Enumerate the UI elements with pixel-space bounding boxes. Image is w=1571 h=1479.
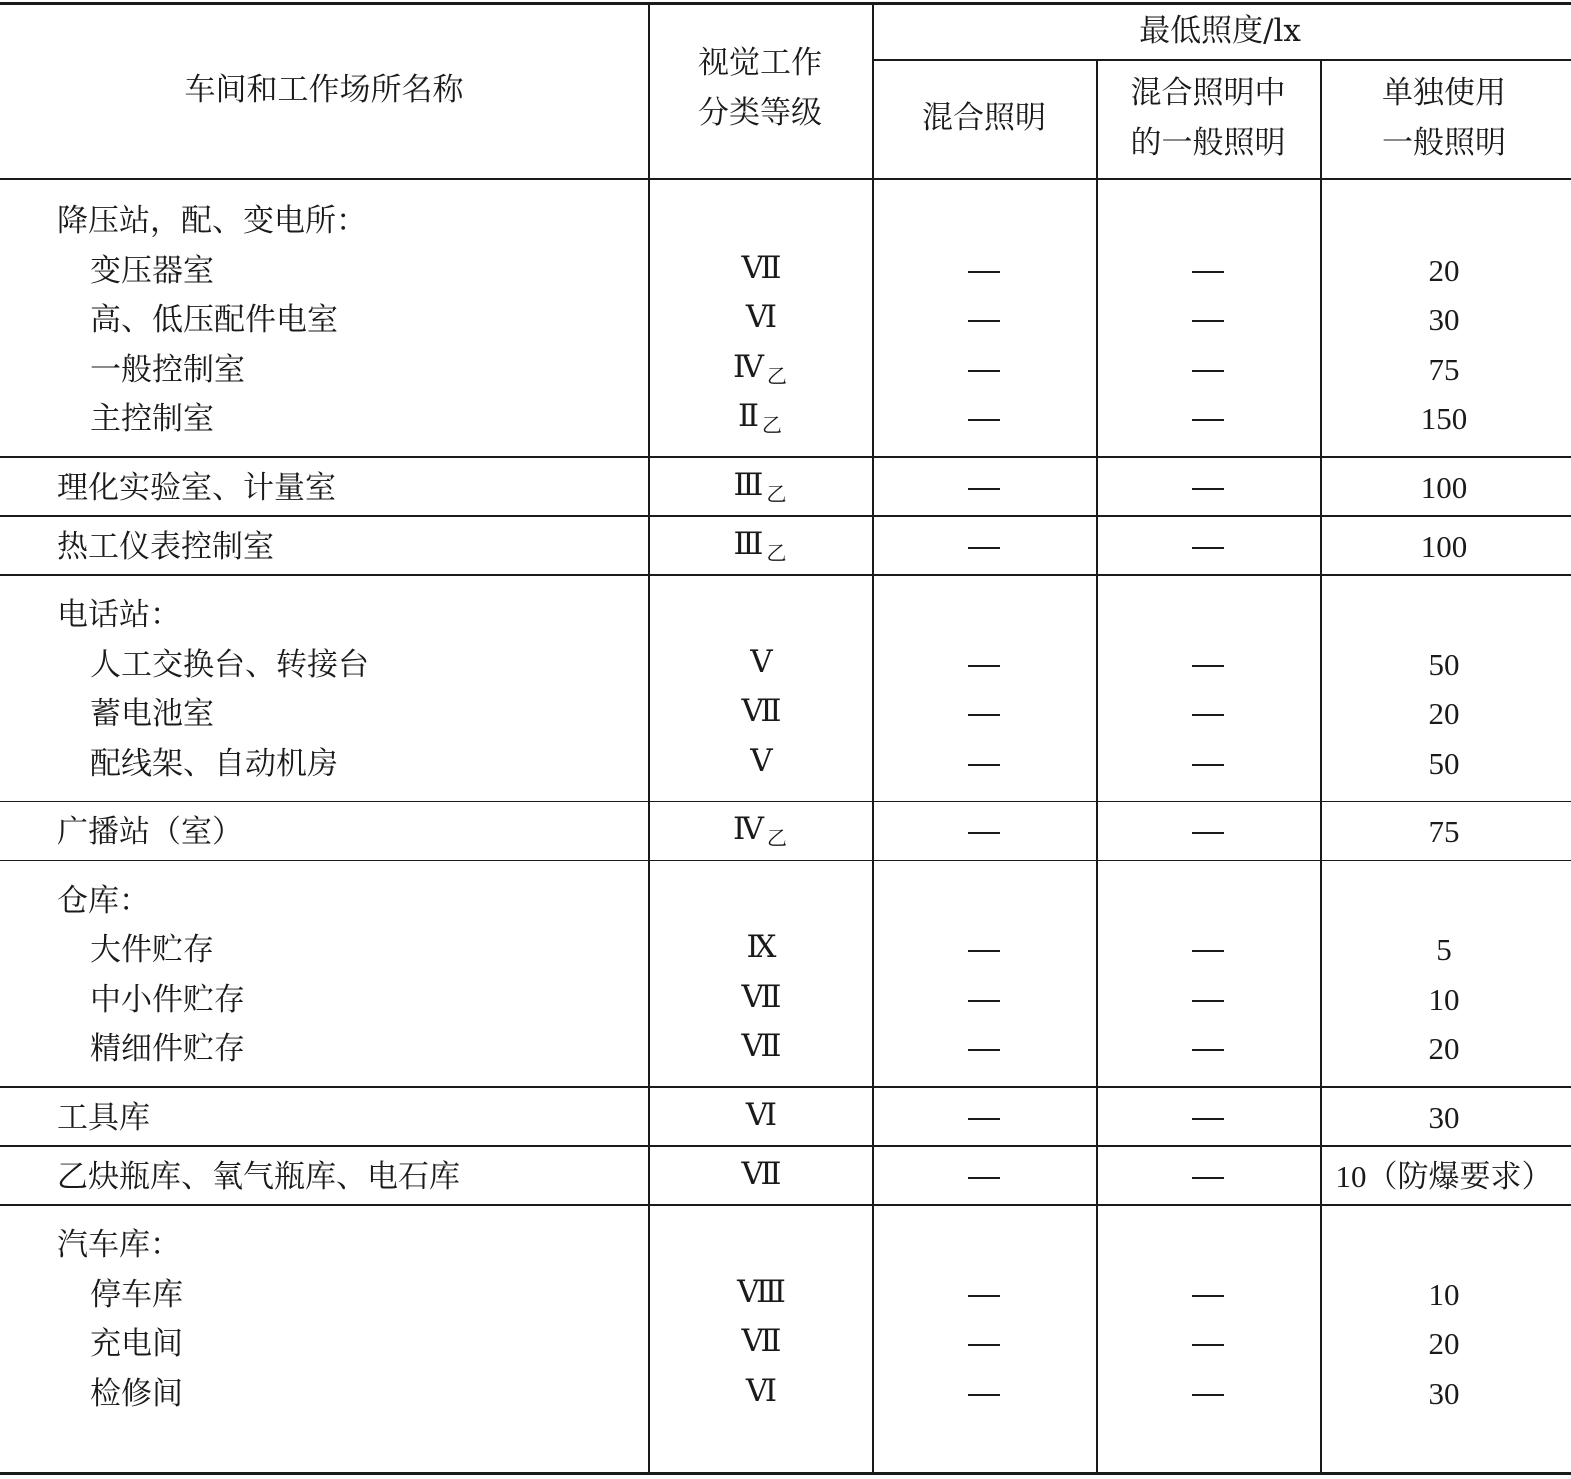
grade-numeral: Ⅳ: [733, 348, 761, 384]
header-name: 车间和工作场所名称: [184, 72, 464, 108]
group-divider: [0, 1145, 1571, 1147]
group-divider: [0, 574, 1571, 576]
mixed-value-dash: [968, 764, 1000, 766]
table-top-rule: [0, 2, 1571, 5]
header-grade-line2: 分类等级: [698, 95, 822, 131]
grade-value: [747, 930, 774, 964]
general-value: 20: [1428, 1326, 1460, 1361]
grade-value: [750, 645, 769, 679]
mixed-value-dash: [968, 1344, 1000, 1346]
header-general-only-line2: 一般照明: [1382, 125, 1506, 161]
mixed-value-dash: [968, 665, 1000, 667]
grade-value: [741, 980, 778, 1014]
grade-value: [750, 744, 769, 778]
grade-numeral: Ⅷ: [737, 1273, 783, 1309]
header-grade-line1: 视觉工作: [698, 45, 822, 81]
group-title: 降压站，配、变电所：: [57, 203, 367, 239]
general-in-mixed-dash: [1192, 832, 1224, 834]
header-mixed: 混合照明: [922, 100, 1046, 136]
row-name: 大件贮存: [90, 932, 214, 968]
general-in-mixed-dash: [1192, 370, 1224, 372]
grade-value: [741, 1157, 778, 1191]
general-value: 10: [1428, 981, 1460, 1017]
grade-numeral: Ⅶ: [741, 1028, 779, 1063]
grade-value: [741, 251, 778, 285]
group-title: 汽车库：: [57, 1227, 181, 1263]
grade-numeral: Ⅵ: [745, 1096, 775, 1132]
general-in-mixed-dash: [1192, 271, 1224, 273]
header-general-only-line1: 单独使用: [1382, 75, 1506, 111]
group-divider: [0, 1086, 1571, 1088]
general-value: 100: [1420, 469, 1468, 505]
general-value: 20: [1428, 252, 1460, 288]
general-in-mixed-dash: [1192, 1049, 1224, 1051]
general-value: 75: [1428, 814, 1460, 849]
grade-value: [746, 1098, 774, 1132]
mixed-value-dash: [968, 547, 1000, 549]
grade-numeral: Ⅶ: [741, 1323, 779, 1358]
row-name: 高、低压配件电室: [90, 302, 338, 338]
mixed-value-dash: [968, 488, 1000, 490]
general-value: 30: [1428, 302, 1460, 337]
general-value: 30: [1428, 1375, 1460, 1411]
general-value: 100: [1420, 528, 1468, 564]
mixed-value-dash: [968, 1177, 1000, 1179]
row-name: 变压器室: [90, 252, 214, 289]
grade-value: [738, 399, 782, 442]
group-divider: [0, 456, 1571, 458]
grade-subscript: 乙: [766, 481, 787, 506]
grade-numeral: Ⅶ: [741, 978, 779, 1014]
general-in-mixed-dash: [1192, 950, 1224, 952]
row-name: 停车库: [90, 1276, 183, 1313]
grade-numeral: Ⅶ: [741, 249, 779, 285]
general-in-mixed-dash: [1192, 665, 1224, 667]
grade-value: [734, 527, 787, 570]
general-in-mixed-dash: [1192, 1177, 1224, 1179]
row-name: 一般控制室: [90, 351, 245, 388]
group-divider: [0, 801, 1571, 803]
grade-numeral: Ⅳ: [733, 811, 761, 846]
grade-numeral: Ⅴ: [750, 742, 770, 778]
grade-value: [741, 694, 778, 728]
grade-numeral: Ⅵ: [745, 299, 775, 334]
general-in-mixed-dash: [1192, 547, 1224, 549]
general-in-mixed-dash: [1192, 1295, 1224, 1297]
general-value: 30: [1428, 1099, 1460, 1135]
grade-numeral: Ⅱ: [737, 398, 757, 433]
row-name: 中小件贮存: [90, 981, 245, 1018]
group-divider: [0, 860, 1571, 862]
header-illuminance: 最低照度/lx: [1139, 13, 1301, 49]
general-in-mixed-dash: [1192, 764, 1224, 766]
grade-value: [733, 350, 787, 393]
col-divider-3: [1096, 60, 1098, 1475]
grade-numeral: Ⅲ: [733, 466, 761, 502]
subheader-rule: [872, 59, 1571, 61]
row-name: 精细件贮存: [90, 1031, 245, 1067]
grade-numeral: Ⅴ: [750, 643, 770, 679]
grade-value: [734, 468, 787, 511]
grade-subscript: 乙: [762, 413, 783, 437]
col-divider-1: [648, 2, 650, 1475]
row-name: 工具库: [57, 1099, 150, 1136]
group-divider: [0, 1204, 1571, 1206]
grade-value: [737, 1275, 783, 1309]
table-bottom-rule: [0, 1472, 1571, 1475]
general-in-mixed-dash: [1192, 1394, 1224, 1396]
mixed-value-dash: [968, 1295, 1000, 1297]
grade-numeral: Ⅲ: [733, 525, 761, 561]
row-name: 主控制室: [90, 401, 214, 437]
mixed-value-dash: [968, 1000, 1000, 1002]
grade-value: [733, 812, 787, 855]
row-name: 配线架、自动机房: [90, 745, 338, 782]
general-value: 150: [1420, 401, 1468, 436]
group-divider: [0, 515, 1571, 517]
header-bottom-rule: [0, 178, 1571, 180]
general-in-mixed-dash: [1192, 320, 1224, 322]
grade-value: [746, 300, 774, 334]
grade-subscript: 乙: [766, 540, 787, 565]
row-name: 人工交换台、转接台: [90, 646, 369, 683]
group-title: 仓库：: [57, 882, 150, 919]
general-value: 50: [1428, 646, 1460, 682]
row-name: 广播站（室）: [57, 814, 243, 850]
grade-numeral: Ⅶ: [741, 693, 779, 728]
mixed-value-dash: [968, 832, 1000, 834]
general-value: 20: [1428, 1031, 1460, 1066]
col-divider-4: [1320, 60, 1322, 1475]
general-in-mixed-dash: [1192, 714, 1224, 716]
general-value: 5: [1436, 932, 1452, 967]
general-value: 10: [1428, 1276, 1460, 1312]
mixed-value-dash: [968, 950, 1000, 952]
grade-value: [741, 1029, 778, 1063]
grade-numeral: Ⅸ: [746, 929, 774, 964]
mixed-value-dash: [968, 1049, 1000, 1051]
mixed-value-dash: [968, 1394, 1000, 1396]
row-name: 充电间: [90, 1326, 183, 1362]
grade-value: [746, 1374, 774, 1408]
grade-numeral: Ⅵ: [745, 1372, 775, 1408]
grade-numeral: Ⅶ: [741, 1155, 779, 1191]
row-name: 理化实验室、计量室: [57, 469, 336, 506]
general-in-mixed-dash: [1192, 488, 1224, 490]
grade-subscript: 乙: [766, 363, 787, 388]
header-general-in-mixed-line1: 混合照明中: [1130, 75, 1286, 111]
mixed-value-dash: [968, 1118, 1000, 1120]
grade-subscript: 乙: [766, 826, 787, 850]
row-name: 乙炔瓶库、氧气瓶库、电石库: [57, 1158, 460, 1195]
grade-value: [741, 1324, 778, 1358]
row-name: 检修间: [90, 1375, 183, 1412]
general-value: 75: [1428, 351, 1460, 387]
mixed-value-dash: [968, 271, 1000, 273]
general-in-mixed-dash: [1192, 419, 1224, 421]
mixed-value-dash: [968, 320, 1000, 322]
general-value: 50: [1428, 745, 1460, 781]
general-value: 20: [1428, 696, 1460, 731]
group-title: 电话站：: [57, 597, 181, 633]
col-divider-2: [872, 2, 874, 1475]
row-name: 蓄电池室: [90, 696, 214, 732]
general-in-mixed-dash: [1192, 1000, 1224, 1002]
general-in-mixed-dash: [1192, 1118, 1224, 1120]
mixed-value-dash: [968, 419, 1000, 421]
mixed-value-dash: [968, 370, 1000, 372]
header-general-in-mixed-line2: 的一般照明: [1130, 125, 1286, 161]
general-value: 10（防爆要求）: [1335, 1158, 1553, 1194]
row-name: 热工仪表控制室: [57, 528, 274, 565]
general-in-mixed-dash: [1192, 1344, 1224, 1346]
mixed-value-dash: [968, 714, 1000, 716]
